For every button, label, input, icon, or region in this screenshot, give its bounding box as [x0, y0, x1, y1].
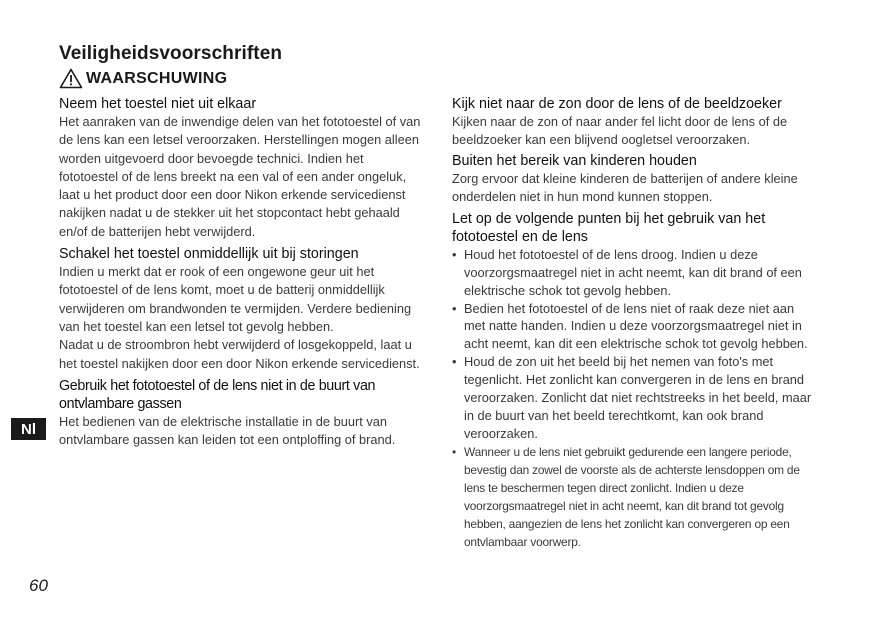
- section-paragraph: Nadat u de stroombron hebt verwijderd of losgekoppeld, laat u het toestel nakijken door een door Nikon erkende servicedienst.: [59, 337, 420, 371]
- bullet-icon: •: [452, 300, 457, 316]
- page-number: 60: [29, 576, 48, 595]
- list-item: [452, 300, 815, 354]
- section-heading: Kijk niet naar de zon door de lens of de beeldzoeker: [452, 96, 782, 112]
- right-column: [452, 95, 815, 551]
- precaution-list: [452, 246, 815, 551]
- list-item: [452, 353, 815, 443]
- section-children: [452, 152, 815, 205]
- bullet-icon: •: [452, 354, 457, 370]
- warning-header: [59, 68, 227, 89]
- list-item-text: Wanneer u de lens niet gebruikt gedurende een langere periode, bevestig dan zowel de voorste als de achterste lensdoppen om de lens te beschermen tegen direct zonlicht. Indien u deze voorzorgsmaatregel niet in acht neemt, kan dit brand tot gevolg hebben, aangezien de lens het zonlicht kan convergeren op een ontvlambaar voorwerp.: [464, 444, 800, 549]
- section-paragraph: Het bedienen van de elektrische installatie in de buurt van ontvlambare gassen kan leiden tot een ontploffing of brand.: [59, 413, 396, 448]
- language-tab: Nl: [11, 418, 46, 440]
- section-paragraph: Het aanraken van de inwendige delen van het fototoestel of van de lens kan een letsel veroorzaken. Herstellingen mogen alleen worden uitgevoerd door bevoegde technici. Indien het fototoestel of de lens breekt na een val of een ander ongeluk, laat u het product door een door Nikon erkende servicedienst nakijken nadat u de stekker uit het stopcontact hebt gehaald en/of de batterijen hebt verwijderd.: [59, 114, 421, 239]
- list-item-text: Bedien het fototoestel of de lens niet of raak deze niet aan met natte handen. Indien u deze voorzorgsmaatregel niet in acht neemt, kan dit een elektrische schok tot gevolg hebben.: [464, 300, 808, 352]
- list-item: [452, 246, 815, 300]
- section-heading: Buiten het bereik van kinderen houden: [452, 153, 697, 170]
- warning-label: WAARSCHUWING: [86, 69, 228, 87]
- bullet-icon: •: [452, 444, 456, 459]
- section-heading: Gebruik het fototoestel of de lens niet in de buurt van ontvlambare gassen: [59, 377, 376, 412]
- section-malfunction: [59, 245, 423, 373]
- section-paragraph: Zorg ervoor dat kleine kinderen de batterijen of andere kleine onderdelen niet in hun mond kunnen stoppen.: [452, 171, 798, 205]
- list-item-text: Houd het fototoestel of de lens droog. Indien u deze voorzorgsmaatregel niet in acht neemt, kan dit brand of een elektrische schok tot gevolg hebben.: [464, 246, 802, 298]
- section-paragraph: Indien u merkt dat er rook of een ongewone geur uit het fototoestel of de lens komt, moet u de batterij onmiddellijk verwijderen om brandwonden te vermijden. Verdere bediening van het toestel kan een letsel tot gevolg hebben.: [59, 264, 412, 334]
- section-paragraph: Kijken naar de zon of naar ander fel licht door de lens of de beeldzoeker kan een blijvend oogletsel veroorzaken.: [452, 114, 788, 147]
- list-item: [452, 443, 815, 551]
- section-heading: Neem het toestel niet uit elkaar: [59, 96, 257, 112]
- left-column: [59, 95, 423, 453]
- list-item-text: Houd de zon uit het beeld bij het nemen van foto's met tegenlicht. Het zonlicht kan convergeren in de lens en brand veroorzaken. Zonlicht dat niet rechtstreeks in het beeld, maar in de buurt van het beeld terechtkomt, kan ook brand veroorzaken.: [464, 354, 812, 441]
- warning-triangle-icon: [59, 68, 83, 89]
- section-heading: Schakel het toestel onmiddellijk uit bij storingen: [59, 246, 359, 263]
- bullet-icon: •: [452, 246, 457, 262]
- section-heading: Let op de volgende punten bij het gebruik van het fototoestel en de lens: [452, 210, 766, 245]
- section-sun: [452, 95, 815, 148]
- section-usage-precautions: [452, 210, 815, 551]
- section-disassemble: [59, 95, 423, 241]
- page-title: Veiligheidsvoorschriften: [59, 43, 283, 64]
- section-flammable-gas: [59, 377, 423, 450]
